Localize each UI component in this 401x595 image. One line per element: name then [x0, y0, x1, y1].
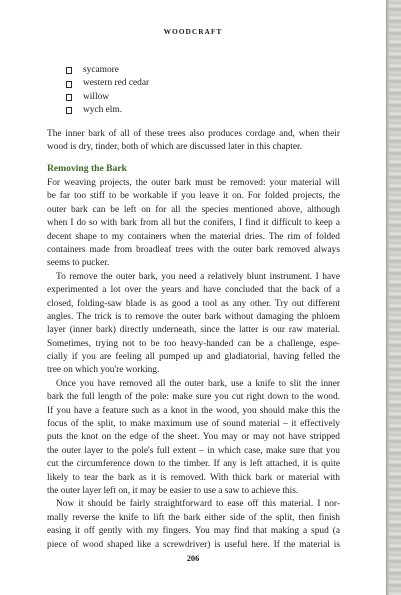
text-line: To remove the outer bark, you need a relatively blunt instrument. I have [56, 271, 340, 282]
list-item: willow [66, 91, 149, 104]
text-line: piece of wood shaped like a screwdriver) is useful here. If the material is [47, 539, 340, 550]
text-line: the outer layer to the pole's full extent – in which case, make sure that you [47, 445, 340, 456]
checkbox-bullet-icon [66, 67, 72, 74]
text-line: The inner bark of all of these trees also produces cordage and, when their [47, 129, 340, 139]
text-line: tree on which you're working. [47, 365, 160, 376]
list-item: sycamore [66, 64, 149, 77]
text-line: Sometimes, trying not to be too heavy-handed can be a challenge, espe- [47, 338, 340, 349]
text-line: layer (inner bark) directly underneath, since the latter is our raw material. [47, 325, 340, 336]
tree-species-list [66, 64, 149, 118]
checkbox-bullet-icon [66, 81, 72, 88]
text-line: be far too stiff to be workable if you leave it on. For folded projects, the [47, 191, 340, 202]
section-heading: Removing the Bark [47, 163, 127, 174]
checkbox-bullet-icon [66, 94, 72, 101]
adjacent-page-edge [386, 0, 401, 595]
text-line: Once you have removed all the outer bark, use a knife to slit the inner [56, 378, 340, 389]
text-line: containers made from broadleaf trees with the outer bark removed always [47, 244, 340, 255]
intro-paragraph [47, 128, 340, 155]
text-line: the outer layer left on, it may be easier to use a saw to achieve this. [47, 485, 299, 496]
text-line: wood is dry, tinder, both of which are discussed later in this chapter. [47, 142, 302, 153]
text-line: If you have a feature such as a knot in the wood, you should make this the [47, 405, 340, 416]
text-line: easing it off gently with my fingers. You may find that making a spud (a [47, 526, 340, 537]
text-line: For weaving projects, the outer bark must be removed: your material will [47, 178, 340, 188]
text-line: angles. The trick is to remove the outer bark without damaging the phloem [47, 311, 340, 322]
text-line: decent shape to my containers when the material dries. The rim of folded [47, 231, 340, 242]
text-line: likely to tear the bark as it is removed. With thick bark or material with [47, 472, 340, 483]
text-line: cut the circumference down to the timber. If any is left attached, it is quite [47, 459, 340, 470]
text-line: Now it should be fairly straightforward to ease off this material. I nor- [56, 499, 340, 510]
text-line: experimented a lot over the years and have concluded that the back of a [47, 285, 340, 296]
list-item: wych elm. [66, 104, 149, 117]
running-head: WOODCRAFT [163, 27, 223, 36]
text-line: when I do so with bark from all but the conifers, I find it difficult to keep a [47, 218, 340, 229]
list-item: western red cedar [66, 77, 149, 90]
text-line: closed, folding-saw blade is as good a tool as any other. Try out different [47, 298, 340, 309]
body-text [47, 177, 340, 552]
checkbox-bullet-icon [66, 107, 72, 114]
text-line: mally reverse the knife to lift the bark either side of the split, then finish [47, 512, 340, 523]
text-line: cially if you are feeling all pumped up and gladiatorial, having felled the [47, 352, 340, 363]
text-line: outer bark can be left on for all the species mentioned above, although [47, 204, 340, 215]
page-number: 206 [186, 554, 200, 563]
text-line: puts the knot on the edge of the sheet. You may or may not have stripped [47, 432, 340, 443]
text-line: focus of the split, to make maximum use of sound material – it effectively [47, 419, 340, 430]
text-line: seems to pucker. [47, 258, 110, 269]
text-line: bark the full length of the pole: make sure you cut right down to the wood. [47, 392, 340, 403]
